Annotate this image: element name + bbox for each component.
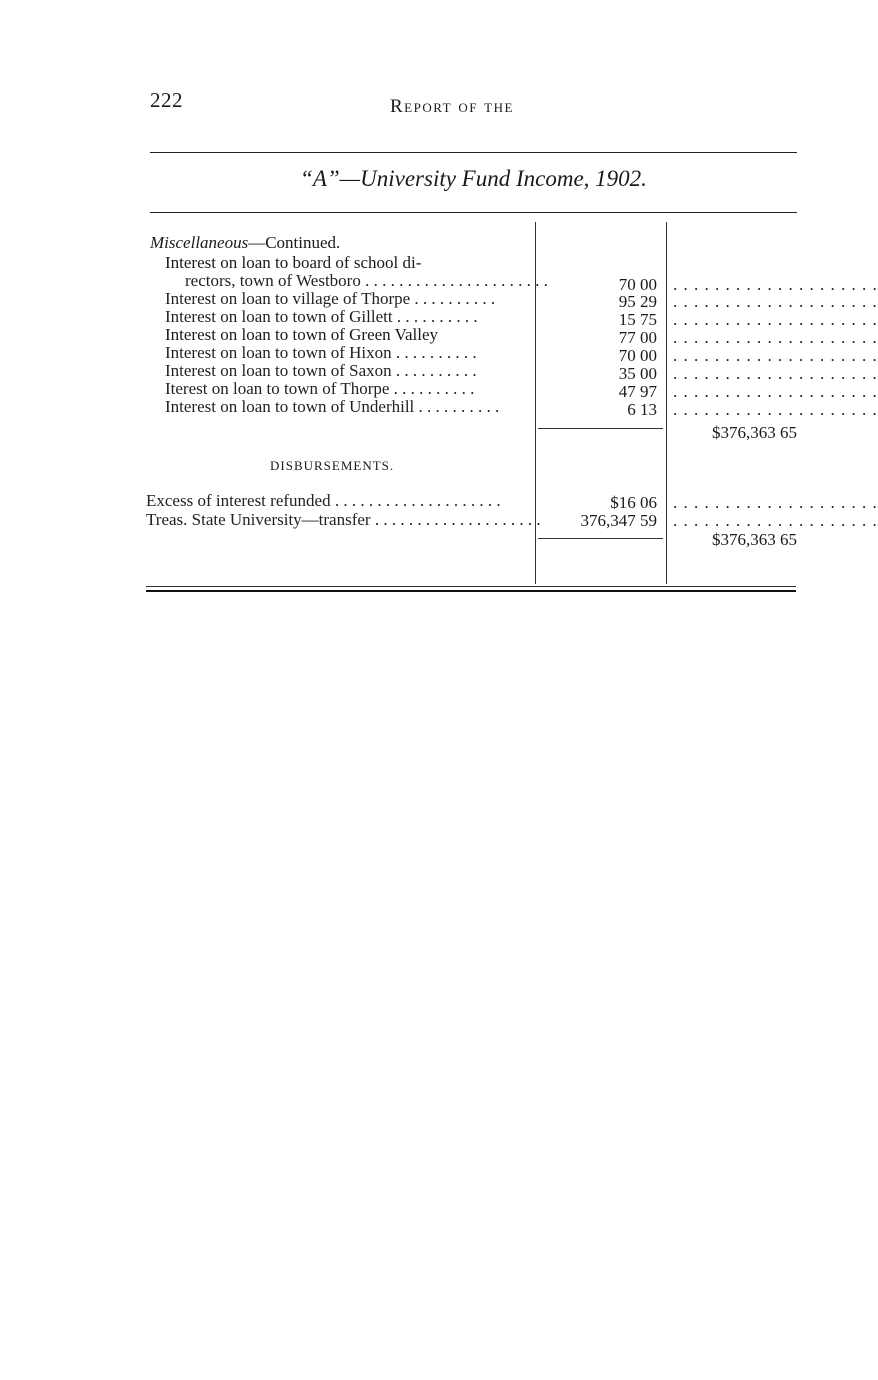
row-label: Treas. State University—transfer . . . . . . . . . . . . . . . . . . . .: [146, 510, 541, 529]
leader-dots: . . . . . . . . . . . . . . . . . . . .: [673, 382, 878, 401]
leader-dots: . . . . . . . . . . . . . . . . . . . .: [673, 292, 878, 311]
row-label: Interest on loan to town of Saxon . . . . . . . . . .: [165, 361, 477, 380]
section-heading: [150, 234, 340, 252]
row-amount: 95 29: [618, 292, 657, 311]
row-amount: $16 06: [610, 493, 657, 512]
leader-dots: . . . . . . . . . . . . . . . . . . . .: [673, 511, 878, 530]
row-label: Interest on loan to town of Underhill . . . . . . . . . .: [165, 397, 500, 416]
subtotal-rule: [538, 538, 663, 539]
bottom-rule: [146, 586, 796, 587]
row-amount: 376,347 59: [580, 511, 657, 530]
row-label: Iterest on loan to town of Thorpe . . . . . . . . . .: [165, 379, 475, 398]
row-amount: 6 13: [627, 400, 657, 419]
row-label-line1: Interest on loan to board of school di-: [165, 253, 422, 272]
row-label: Excess of interest refunded . . . . . . . . . . . . . . . . . . . .: [146, 491, 501, 510]
row-label: Interest on loan to town of Gillett . . . . . . . . . .: [165, 307, 478, 326]
row-label: rectors, town of Westboro . . . . . . . . . . . . . . . . . . . . . .: [185, 271, 548, 290]
running-head: Report of the: [390, 96, 514, 117]
receipts-total: $376,363 65: [712, 423, 797, 442]
bottom-rule-thick: [146, 590, 796, 592]
row-amount: 47 97: [618, 382, 657, 401]
row-amount: 70 00: [618, 275, 657, 294]
row-label: Interest on loan to town of Green Valley: [165, 325, 439, 344]
row-label: Interest on loan to village of Thorpe . . . . . . . . . .: [165, 289, 496, 308]
leader-dots: . . . . . . . . . . . . . . . . . . . .: [673, 364, 878, 383]
top-rule: [150, 152, 797, 153]
leader-dots: . . . . . . . . . . . . . . . . . . . .: [673, 310, 878, 329]
leader-dots: . . . . . . . . . . . . . . . . . . . .: [673, 400, 878, 419]
table-title: “A”—University Fund Income, 1902.: [300, 166, 647, 191]
disbursements-heading: DISBURSEMENTS.: [270, 458, 395, 473]
leader-dots: . . . . . . . . . . . . . . . . . . . .: [673, 275, 878, 294]
page-number: 222: [150, 88, 183, 112]
section-heading-italic: Miscellaneous: [150, 233, 249, 252]
row-amount: 70 00: [618, 346, 657, 365]
section-heading-rest: —Continued.: [248, 233, 341, 252]
disbursements-total: $376,363 65: [712, 530, 797, 549]
row-amount: 77 00: [618, 328, 657, 347]
row-amount: 35 00: [618, 364, 657, 383]
leader-dots: . . . . . . . . . . . . . . . . . . . .: [673, 493, 878, 512]
leader-dots: . . . . . . . . . . . . . . . . . . . .: [673, 346, 878, 365]
column-divider-total: [666, 222, 667, 584]
title-rule: [150, 212, 797, 213]
row-label: Interest on loan to town of Hixon . . . . . . . . . .: [165, 343, 477, 362]
row-amount: 15 75: [618, 310, 657, 329]
leader-dots: . . . . . . . . . . . . . . . . . . . .: [673, 328, 878, 347]
subtotal-rule: [538, 428, 663, 429]
